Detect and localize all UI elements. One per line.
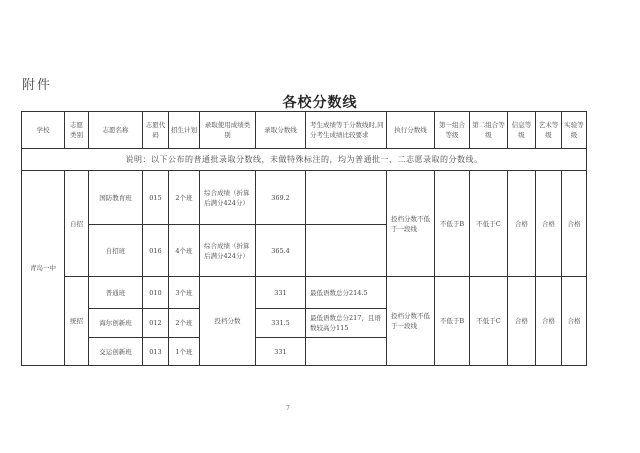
code-cell: 012 (143, 309, 169, 338)
cutoff-cell: 331 (256, 338, 306, 366)
category-cell: 自招 (65, 171, 89, 277)
name-cell: 交运创新班 (89, 338, 143, 366)
header-group1-level: 第一组合等级 (435, 112, 470, 149)
group1-level-cell: 不低于B (435, 171, 470, 277)
header-tiebreak: 考生成绩等于分数线时,同分考生成绩比较要求 (306, 112, 387, 149)
group1-level-cell: 不低于B (435, 277, 470, 366)
header-category: 志愿类别 (65, 112, 89, 149)
name-cell: 国防教育班 (89, 171, 143, 225)
tiebreak-cell (306, 338, 387, 366)
tiebreak-cell: 最低语数总分214.5 (306, 277, 387, 309)
name-cell: 自招班 (89, 225, 143, 277)
name-cell: 海尔创新班 (89, 309, 143, 338)
code-cell: 016 (143, 225, 169, 277)
execute-line-cell: 投档分数不低于一段线 (387, 277, 435, 366)
table-row (22, 277, 587, 309)
plan-cell: 2个班 (169, 309, 200, 338)
lab-level-cell: 合格 (562, 171, 587, 277)
cutoff-cell: 365.4 (256, 225, 306, 277)
tiebreak-cell: 最低语数总分217，且语数较高分115 (306, 309, 387, 338)
header-plan: 招生计划 (169, 112, 200, 149)
category-cell: 统招 (65, 277, 89, 366)
header-code: 志愿代码 (143, 112, 169, 149)
plan-cell: 4个班 (169, 225, 200, 277)
note-text: 说明：以下公布的普通批录取分数线，未做特殊标注的，均为普通批一、二志愿录取的分数线。 (22, 149, 587, 171)
header-info-level: 信息等级 (508, 112, 536, 149)
page-title: 各校分数线 (282, 95, 358, 111)
header-name: 志愿名称 (89, 112, 143, 149)
plan-cell: 3个班 (169, 277, 200, 309)
note-row (22, 149, 587, 171)
info-level-cell: 合格 (508, 171, 536, 277)
art-level-cell: 合格 (536, 171, 562, 277)
art-level-cell: 合格 (536, 277, 562, 366)
code-cell: 013 (143, 338, 169, 366)
cutoff-cell: 369.2 (256, 171, 306, 225)
header-score-type: 录取使用成绩类别 (200, 112, 256, 149)
lab-level-cell: 合格 (562, 277, 587, 366)
header-school: 学校 (22, 112, 65, 149)
header-group2-level: 第二组合等级 (470, 112, 508, 149)
name-cell: 普通班 (89, 277, 143, 309)
cutoff-cell: 331.5 (256, 309, 306, 338)
header-art-level: 艺术等级 (536, 112, 562, 149)
header-row (22, 112, 587, 149)
tiebreak-cell (306, 225, 387, 277)
school-cell: 青岛一中 (22, 171, 65, 366)
tiebreak-cell (306, 171, 387, 225)
code-cell: 010 (143, 277, 169, 309)
cutoff-cell: 331 (256, 277, 306, 309)
execute-line-cell: 投档分数不低于一段线 (387, 171, 435, 277)
table-row (22, 171, 587, 225)
plan-cell: 2个班 (169, 171, 200, 225)
score-type-cell: 综合成绩（折算后满分424分） (200, 225, 256, 277)
score-type-cell: 投档分数 (200, 277, 256, 366)
page-number: 7 (286, 405, 290, 412)
info-level-cell: 合格 (508, 277, 536, 366)
header-cutoff: 录取分数线 (256, 112, 306, 149)
header-execute-line: 执行分数线 (387, 112, 435, 149)
code-cell: 015 (143, 171, 169, 225)
group2-level-cell: 不低于C (470, 277, 508, 366)
group2-level-cell: 不低于C (470, 171, 508, 277)
score-type-cell: 综合成绩（折算后满分424分） (200, 171, 256, 225)
cutoff-score-table (21, 111, 587, 366)
header-lab-level: 实验等级 (562, 112, 587, 149)
plan-cell: 1个班 (169, 338, 200, 366)
attachment-label: 附件 (22, 78, 53, 93)
